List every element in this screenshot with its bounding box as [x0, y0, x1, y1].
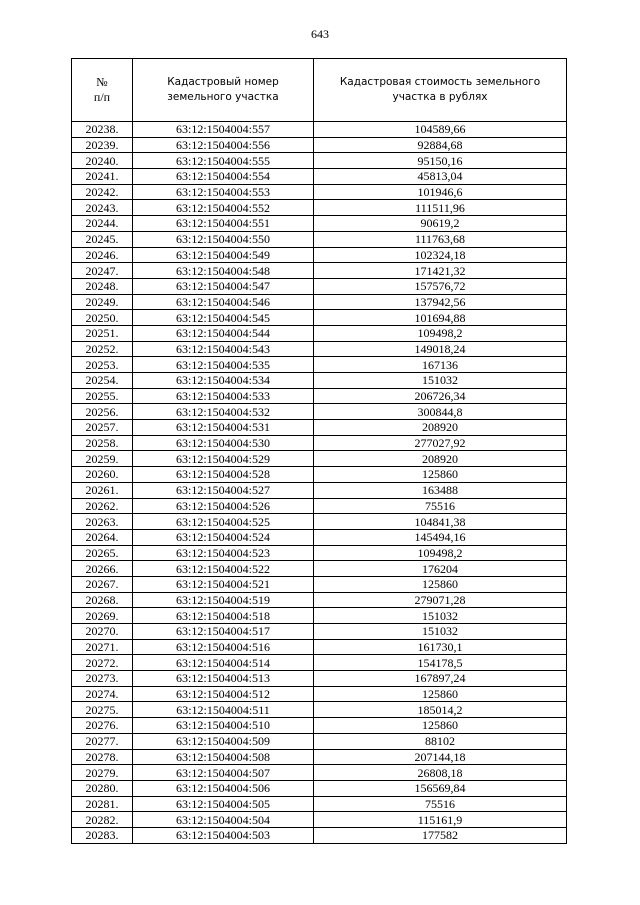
header-number: [72, 59, 133, 122]
cadastral-number-cell: 63:12:1504004:510: [133, 718, 314, 734]
row-number-cell: 20265.: [72, 545, 133, 561]
cadastral-value-cell: 75516: [314, 498, 567, 514]
table-row: [72, 827, 567, 843]
table-row: [72, 404, 567, 420]
cadastral-value-cell: 171421,32: [314, 263, 567, 279]
row-number-cell: 20247.: [72, 263, 133, 279]
cadastral-value-cell: 111763,68: [314, 231, 567, 247]
header-cadastral-line1: Кадастровый номер: [167, 76, 279, 88]
cadastral-number-cell: 63:12:1504004:524: [133, 529, 314, 545]
row-number-cell: 20249.: [72, 294, 133, 310]
cadastral-number-cell: 63:12:1504004:547: [133, 278, 314, 294]
row-number-cell: 20243.: [72, 200, 133, 216]
cadastral-number-cell: 63:12:1504004:504: [133, 812, 314, 828]
cadastral-number-cell: 63:12:1504004:532: [133, 404, 314, 420]
cadastral-value-cell: 26808,18: [314, 765, 567, 781]
row-number-cell: 20268.: [72, 592, 133, 608]
row-number-cell: 20266.: [72, 561, 133, 577]
cadastral-value-cell: 167897,24: [314, 671, 567, 687]
cadastral-number-cell: 63:12:1504004:523: [133, 545, 314, 561]
cadastral-number-cell: 63:12:1504004:526: [133, 498, 314, 514]
cadastral-value-cell: 161730,1: [314, 639, 567, 655]
cadastral-value-cell: 109498,2: [314, 325, 567, 341]
table-row: [72, 655, 567, 671]
table-row: [72, 231, 567, 247]
table-row: [72, 373, 567, 389]
cadastral-number-cell: 63:12:1504004:553: [133, 184, 314, 200]
cadastral-number-cell: 63:12:1504004:549: [133, 247, 314, 263]
cadastral-value-cell: 92884,68: [314, 137, 567, 153]
cadastral-number-cell: 63:12:1504004:521: [133, 576, 314, 592]
table-row: [72, 529, 567, 545]
cadastral-value-cell: 167136: [314, 357, 567, 373]
table-row: [72, 498, 567, 514]
cadastral-number-cell: 63:12:1504004:531: [133, 420, 314, 436]
cadastral-value-cell: 207144,18: [314, 749, 567, 765]
table-row: [72, 467, 567, 483]
cadastral-number-cell: 63:12:1504004:533: [133, 388, 314, 404]
table-row: [72, 749, 567, 765]
header-value-line1: Кадастровая стоимость земельного: [339, 76, 541, 88]
row-number-cell: 20248.: [72, 278, 133, 294]
cadastral-number-cell: 63:12:1504004:550: [133, 231, 314, 247]
cadastral-value-cell: 101946,6: [314, 184, 567, 200]
row-number-cell: 20276.: [72, 718, 133, 734]
header-cadastral-value: [314, 59, 567, 122]
cadastral-value-table: [71, 58, 567, 844]
cadastral-value-cell: 151032: [314, 608, 567, 624]
cadastral-number-cell: 63:12:1504004:519: [133, 592, 314, 608]
cadastral-value-cell: 151032: [314, 624, 567, 640]
cadastral-number-cell: 63:12:1504004:529: [133, 451, 314, 467]
header-value-line2: участка в рублях: [392, 91, 488, 103]
row-number-cell: 20279.: [72, 765, 133, 781]
row-number-cell: 20239.: [72, 137, 133, 153]
header-number-abbr: п/п: [93, 90, 111, 104]
table-row: [72, 765, 567, 781]
table-row: [72, 718, 567, 734]
cadastral-number-cell: 63:12:1504004:535: [133, 357, 314, 373]
cadastral-value-cell: 145494,16: [314, 529, 567, 545]
row-number-cell: 20262.: [72, 498, 133, 514]
row-number-cell: 20246.: [72, 247, 133, 263]
cadastral-number-cell: 63:12:1504004:509: [133, 733, 314, 749]
table-row: [72, 733, 567, 749]
row-number-cell: 20259.: [72, 451, 133, 467]
row-number-cell: 20254.: [72, 373, 133, 389]
cadastral-number-cell: 63:12:1504004:513: [133, 671, 314, 687]
cadastral-number-cell: 63:12:1504004:525: [133, 514, 314, 530]
row-number-cell: 20258.: [72, 435, 133, 451]
row-number-cell: 20264.: [72, 529, 133, 545]
row-number-cell: 20245.: [72, 231, 133, 247]
table-row: [72, 796, 567, 812]
cadastral-number-cell: 63:12:1504004:555: [133, 153, 314, 169]
table-row: [72, 576, 567, 592]
table-row: [72, 514, 567, 530]
table-row: [72, 686, 567, 702]
row-number-cell: 20277.: [72, 733, 133, 749]
cadastral-number-cell: 63:12:1504004:516: [133, 639, 314, 655]
cadastral-value-cell: 109498,2: [314, 545, 567, 561]
cadastral-value-cell: 102324,18: [314, 247, 567, 263]
cadastral-number-cell: 63:12:1504004:554: [133, 169, 314, 185]
table-row: [72, 247, 567, 263]
cadastral-value-cell: 95150,16: [314, 153, 567, 169]
cadastral-value-cell: 137942,56: [314, 294, 567, 310]
cadastral-value-cell: 300844,8: [314, 404, 567, 420]
cadastral-number-cell: 63:12:1504004:511: [133, 702, 314, 718]
table-row: [72, 435, 567, 451]
cadastral-number-cell: 63:12:1504004:505: [133, 796, 314, 812]
cadastral-number-cell: 63:12:1504004:552: [133, 200, 314, 216]
row-number-cell: 20270.: [72, 624, 133, 640]
table-row: [72, 325, 567, 341]
table-row: [72, 780, 567, 796]
table-row: [72, 561, 567, 577]
cadastral-value-cell: 279071,28: [314, 592, 567, 608]
row-number-cell: 20256.: [72, 404, 133, 420]
table-row: [72, 451, 567, 467]
cadastral-number-cell: 63:12:1504004:506: [133, 780, 314, 796]
cadastral-value-cell: 104589,66: [314, 122, 567, 138]
table-row: [72, 812, 567, 828]
table-row: [72, 592, 567, 608]
cadastral-value-cell: 177582: [314, 827, 567, 843]
cadastral-value-cell: 115161,9: [314, 812, 567, 828]
row-number-cell: 20250.: [72, 310, 133, 326]
table-row: [72, 122, 567, 138]
cadastral-value-cell: 88102: [314, 733, 567, 749]
row-number-cell: 20281.: [72, 796, 133, 812]
cadastral-number-cell: 63:12:1504004:545: [133, 310, 314, 326]
table-row: [72, 200, 567, 216]
cadastral-number-cell: 63:12:1504004:508: [133, 749, 314, 765]
row-number-cell: 20241.: [72, 169, 133, 185]
cadastral-value-cell: 157576,72: [314, 278, 567, 294]
cadastral-value-cell: 125860: [314, 576, 567, 592]
table-row: [72, 263, 567, 279]
cadastral-value-cell: 111511,96: [314, 200, 567, 216]
cadastral-number-cell: 63:12:1504004:512: [133, 686, 314, 702]
header-cadastral-number: [133, 59, 314, 122]
cadastral-value-cell: 104841,38: [314, 514, 567, 530]
cadastral-number-cell: 63:12:1504004:557: [133, 122, 314, 138]
cadastral-number-cell: 63:12:1504004:517: [133, 624, 314, 640]
page-number: 643: [311, 27, 329, 41]
row-number-cell: 20251.: [72, 325, 133, 341]
cadastral-value-cell: 176204: [314, 561, 567, 577]
row-number-cell: 20278.: [72, 749, 133, 765]
row-number-cell: 20271.: [72, 639, 133, 655]
cadastral-value-cell: 208920: [314, 420, 567, 436]
cadastral-number-cell: 63:12:1504004:528: [133, 467, 314, 483]
cadastral-number-cell: 63:12:1504004:546: [133, 294, 314, 310]
row-number-cell: 20252.: [72, 341, 133, 357]
table-row: [72, 153, 567, 169]
row-number-cell: 20275.: [72, 702, 133, 718]
cadastral-value-cell: 163488: [314, 482, 567, 498]
table-row: [72, 310, 567, 326]
cadastral-number-cell: 63:12:1504004:556: [133, 137, 314, 153]
cadastral-number-cell: 63:12:1504004:534: [133, 373, 314, 389]
row-number-cell: 20282.: [72, 812, 133, 828]
row-number-cell: 20263.: [72, 514, 133, 530]
cadastral-value-cell: 154178,5: [314, 655, 567, 671]
table-row: [72, 420, 567, 436]
cadastral-value-cell: 149018,24: [314, 341, 567, 357]
row-number-cell: 20255.: [72, 388, 133, 404]
table-row: [72, 388, 567, 404]
cadastral-number-cell: 63:12:1504004:518: [133, 608, 314, 624]
cadastral-value-cell: 75516: [314, 796, 567, 812]
cadastral-number-cell: 63:12:1504004:551: [133, 216, 314, 232]
cadastral-number-cell: 63:12:1504004:503: [133, 827, 314, 843]
row-number-cell: 20242.: [72, 184, 133, 200]
cadastral-value-cell: 45813,04: [314, 169, 567, 185]
cadastral-value-cell: 125860: [314, 718, 567, 734]
cadastral-number-cell: 63:12:1504004:544: [133, 325, 314, 341]
cadastral-value-cell: 206726,34: [314, 388, 567, 404]
cadastral-value-cell: 90619,2: [314, 216, 567, 232]
row-number-cell: 20267.: [72, 576, 133, 592]
table-row: [72, 357, 567, 373]
row-number-cell: 20238.: [72, 122, 133, 138]
row-number-cell: 20261.: [72, 482, 133, 498]
row-number-cell: 20244.: [72, 216, 133, 232]
table-row: [72, 216, 567, 232]
cadastral-number-cell: 63:12:1504004:522: [133, 561, 314, 577]
header-number-symbol: №: [96, 75, 108, 89]
table-row: [72, 608, 567, 624]
table-row: [72, 639, 567, 655]
cadastral-value-cell: 151032: [314, 373, 567, 389]
cadastral-number-cell: 63:12:1504004:514: [133, 655, 314, 671]
cadastral-number-cell: 63:12:1504004:530: [133, 435, 314, 451]
row-number-cell: 20283.: [72, 827, 133, 843]
table-row: [72, 278, 567, 294]
row-number-cell: 20280.: [72, 780, 133, 796]
cadastral-number-cell: 63:12:1504004:527: [133, 482, 314, 498]
table-row: [72, 184, 567, 200]
row-number-cell: 20269.: [72, 608, 133, 624]
table-row: [72, 545, 567, 561]
cadastral-value-cell: 156569,84: [314, 780, 567, 796]
table-header-row: [72, 59, 567, 122]
row-number-cell: 20260.: [72, 467, 133, 483]
table-row: [72, 294, 567, 310]
row-number-cell: 20257.: [72, 420, 133, 436]
table-row: [72, 702, 567, 718]
row-number-cell: 20273.: [72, 671, 133, 687]
cadastral-value-cell: 125860: [314, 686, 567, 702]
cadastral-value-cell: 101694,88: [314, 310, 567, 326]
header-cadastral-line2: земельного участка: [167, 91, 279, 103]
table-row: [72, 169, 567, 185]
cadastral-value-cell: 185014,2: [314, 702, 567, 718]
cadastral-number-cell: 63:12:1504004:507: [133, 765, 314, 781]
table-row: [72, 137, 567, 153]
row-number-cell: 20240.: [72, 153, 133, 169]
row-number-cell: 20253.: [72, 357, 133, 373]
table-body: [72, 122, 567, 844]
cadastral-value-cell: 277027,92: [314, 435, 567, 451]
table-row: [72, 341, 567, 357]
cadastral-value-cell: 208920: [314, 451, 567, 467]
cadastral-number-cell: 63:12:1504004:543: [133, 341, 314, 357]
cadastral-value-cell: 125860: [314, 467, 567, 483]
row-number-cell: 20274.: [72, 686, 133, 702]
table-row: [72, 482, 567, 498]
table-row: [72, 671, 567, 687]
row-number-cell: 20272.: [72, 655, 133, 671]
table-row: [72, 624, 567, 640]
table-header: [72, 59, 567, 122]
cadastral-number-cell: 63:12:1504004:548: [133, 263, 314, 279]
